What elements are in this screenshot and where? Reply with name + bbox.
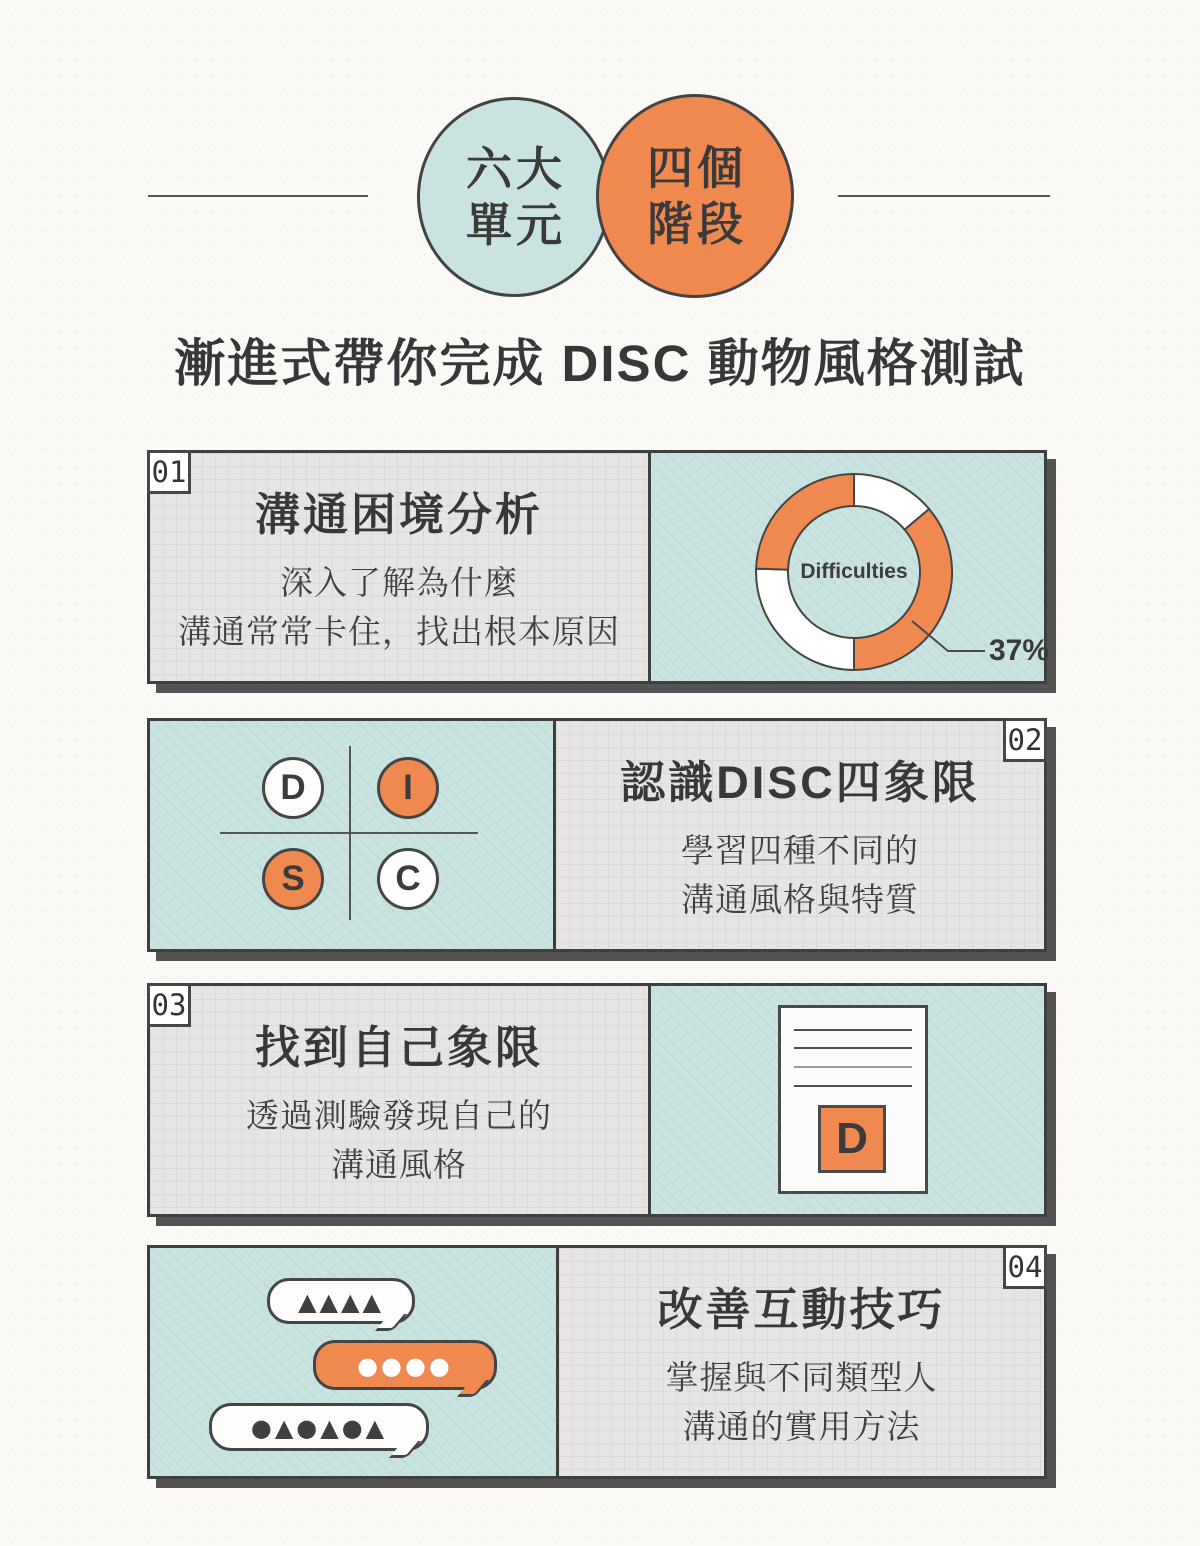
venn-right-line2: 階段 xyxy=(647,198,747,250)
quadrant-circle-d: D xyxy=(262,757,324,819)
chat-bubble-circles xyxy=(313,1340,497,1390)
bubble-shapes: ●▲●▲●▲ xyxy=(250,1413,388,1442)
card-04-text-panel xyxy=(559,1248,1044,1476)
venn-circle-six-units xyxy=(417,97,611,297)
step-number-badge-03: 03 xyxy=(147,983,191,1027)
decorative-line-right xyxy=(838,195,1050,197)
document-result-tag: D xyxy=(818,1105,886,1173)
step-number-badge-02: 02 xyxy=(1003,718,1047,762)
card-02-text-panel xyxy=(556,721,1044,949)
card-01-subtitle-line1: 深入了解為什麼 xyxy=(280,563,518,601)
card-02-subtitle-line1: 學習四種不同的 xyxy=(681,831,919,869)
card-01-title: 溝通困境分析 xyxy=(254,488,543,540)
venn-right-line1: 四個 xyxy=(647,141,747,194)
card-03-subtitle-line2: 溝通風格 xyxy=(331,1145,467,1183)
card-01-subtitle xyxy=(178,559,620,657)
document-text-line xyxy=(794,1085,912,1087)
chat-bubble-triangles xyxy=(267,1278,415,1324)
step-number-badge-04: 04 xyxy=(1003,1245,1047,1289)
card-step-02 xyxy=(147,718,1047,952)
card-03-text-panel xyxy=(150,986,651,1214)
venn-left-line2: 單元 xyxy=(466,199,566,251)
document-text-line xyxy=(794,1029,912,1031)
document-text-line xyxy=(794,1047,912,1049)
card-03-title: 找到自己象限 xyxy=(254,1021,543,1073)
donut-segment-segment-top-left xyxy=(756,474,854,570)
card-01-text-panel xyxy=(150,453,651,681)
document-icon xyxy=(778,1005,928,1194)
bubble-shapes: ▲▲▲▲ xyxy=(298,1287,384,1316)
chat-bubble-mixed xyxy=(209,1403,429,1451)
card-02-subtitle-line2: 溝通風格與特質 xyxy=(681,880,919,918)
venn-left-line1: 六大 xyxy=(466,142,566,195)
donut-center-label: Difficulties xyxy=(800,560,908,583)
card-02-diagram-panel xyxy=(150,721,556,949)
quadrant-circle-c: C xyxy=(377,848,439,910)
donut-segment-difficulties-highlight xyxy=(854,509,952,670)
venn-circle-four-stages xyxy=(596,94,794,298)
page-title: 漸進式帶你完成 DISC 動物風格測試 xyxy=(174,335,1026,392)
card-03-icon-panel xyxy=(651,986,1044,1214)
step-number-badge-01: 01 xyxy=(147,450,191,494)
card-01-chart-panel xyxy=(651,453,1050,681)
card-03-subtitle xyxy=(246,1092,552,1190)
card-02-title: 認識DISC四象限 xyxy=(620,756,980,808)
card-02-subtitle xyxy=(681,827,919,925)
quadrant-circle-s: S xyxy=(262,848,324,910)
card-04-subtitle xyxy=(666,1354,938,1452)
card-04-title: 改善互動技巧 xyxy=(657,1283,946,1335)
donut-chart xyxy=(651,453,1050,681)
decorative-line-left xyxy=(148,195,368,197)
bubble-shapes: ●●●● xyxy=(357,1351,453,1380)
card-03-subtitle-line1: 透過測驗發現自己的 xyxy=(246,1096,552,1134)
donut-annotation: 37% xyxy=(989,634,1050,667)
card-step-01 xyxy=(147,450,1050,684)
card-04-subtitle-line2: 溝通的實用方法 xyxy=(682,1407,921,1445)
quadrant-circle-i: I xyxy=(377,757,439,819)
card-01-subtitle-line2: 溝通常常卡住，找出根本原因 xyxy=(178,612,620,650)
card-step-04 xyxy=(147,1245,1047,1479)
card-04-subtitle-line1: 掌握與不同類型人 xyxy=(665,1358,938,1396)
card-step-03 xyxy=(147,983,1047,1217)
document-text-line xyxy=(794,1066,912,1068)
quadrant-horizontal-axis xyxy=(220,832,478,834)
card-04-icon-panel xyxy=(150,1248,559,1476)
